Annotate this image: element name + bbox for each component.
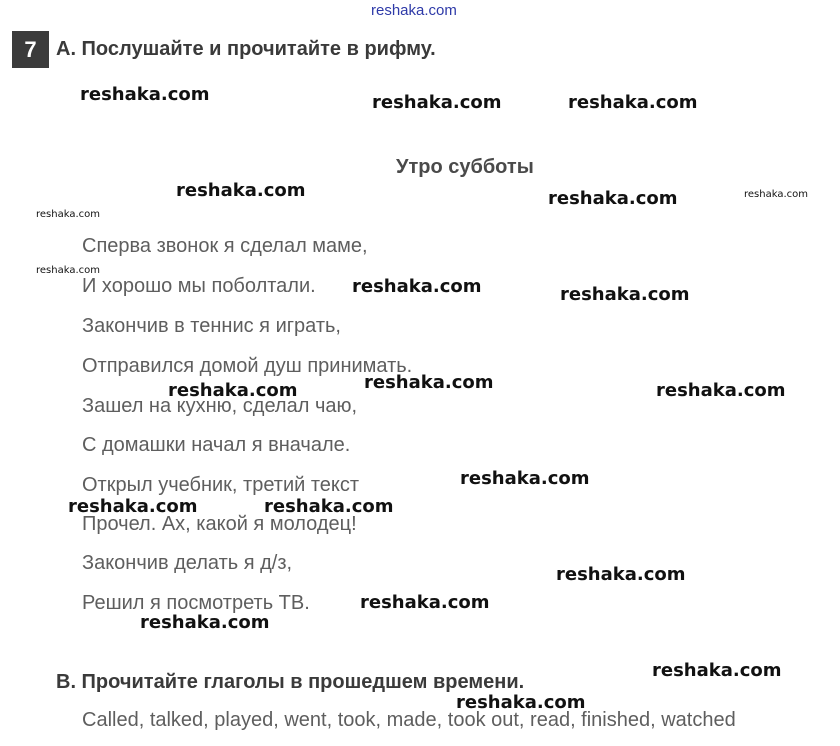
poem-line: С домашки начал я вначале. bbox=[82, 434, 351, 456]
watermark: reshaka.com bbox=[456, 692, 586, 713]
watermark: reshaka.com bbox=[360, 592, 490, 613]
poem-title: Утро субботы bbox=[396, 156, 534, 178]
watermark: reshaka.com bbox=[560, 284, 690, 305]
poem-line: Открыл учебник, третий текст bbox=[82, 474, 360, 496]
watermark: reshaka.com bbox=[80, 84, 210, 105]
watermark: reshaka.com bbox=[656, 380, 786, 401]
task-number-badge: 7 bbox=[12, 31, 49, 68]
watermark: reshaka.com bbox=[176, 180, 306, 201]
watermark: reshaka.com bbox=[36, 209, 100, 220]
watermark: reshaka.com bbox=[568, 92, 698, 113]
watermark: reshaka.com bbox=[36, 265, 100, 276]
past-tense-verbs: Called, talked, played, went, took, made, took out, read, finished, watched bbox=[82, 709, 736, 731]
poem-line: Закончив в теннис я играть, bbox=[82, 315, 341, 337]
watermark: reshaka.com bbox=[352, 276, 482, 297]
poem-line: Сперва звонок я сделал маме, bbox=[82, 235, 368, 257]
poem-line: Зашел на кухню, сделал чаю, bbox=[82, 395, 358, 417]
poem-line: Отправился домой душ принимать. bbox=[82, 355, 413, 377]
watermark: reshaka.com bbox=[460, 468, 590, 489]
poem-line: И хорошо мы поболтали. bbox=[82, 275, 316, 297]
watermark: reshaka.com bbox=[68, 496, 198, 517]
section-a-heading: А. Послушайте и прочитайте в рифму. bbox=[56, 38, 436, 60]
watermark: reshaka.com bbox=[140, 612, 270, 633]
watermark: reshaka.com bbox=[372, 92, 502, 113]
watermark: reshaka.com bbox=[744, 189, 808, 200]
poem-line: Прочел. Ах, какой я молодец! bbox=[82, 513, 357, 535]
poem-line: Закончив делать я д/з, bbox=[82, 552, 293, 574]
site-link[interactable]: reshaka.com bbox=[371, 2, 457, 19]
watermark: reshaka.com bbox=[264, 496, 394, 517]
watermark: reshaka.com bbox=[364, 372, 494, 393]
watermark: reshaka.com bbox=[168, 380, 298, 401]
watermark: reshaka.com bbox=[652, 660, 782, 681]
watermark: reshaka.com bbox=[556, 564, 686, 585]
watermark: reshaka.com bbox=[548, 188, 678, 209]
poem-line: Решил я посмотреть ТВ. bbox=[82, 592, 310, 614]
section-b-heading: В. Прочитайте глаголы в прошедшем времени. bbox=[56, 671, 525, 693]
